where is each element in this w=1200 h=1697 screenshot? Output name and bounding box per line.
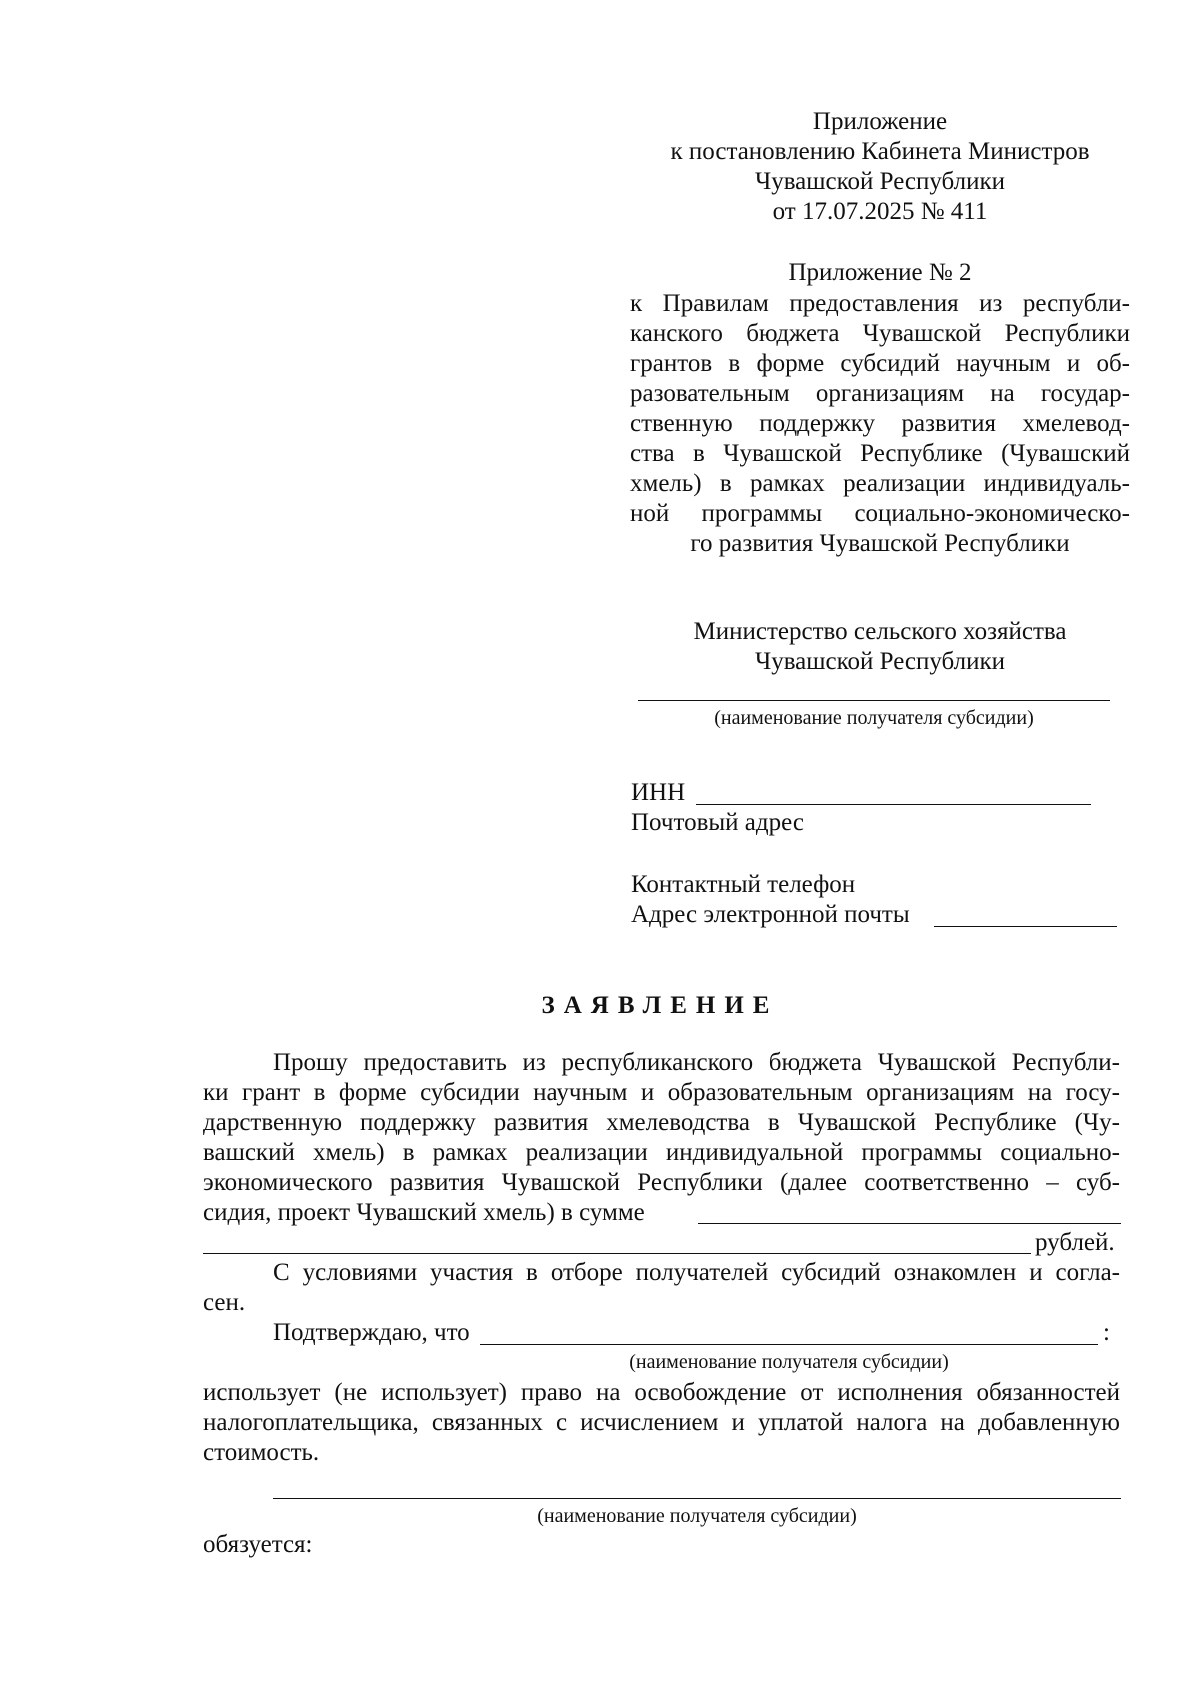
appendix-republic-line: Чувашской Республики (754, 168, 1006, 195)
statement-para1-last: сидия, проект Чувашский хмель) в сумме (203, 1199, 645, 1226)
phone-label: Контактный телефон (631, 871, 856, 898)
confirm-recipient-line (480, 1344, 1098, 1345)
appendix2-text-line: ственную поддержку развития хмелевод- (630, 410, 1130, 437)
email-label: Адрес электронной почты (631, 901, 910, 928)
appendix-label: Приложение (812, 108, 948, 135)
postal-address-label: Почтовый адрес (631, 809, 804, 836)
appendix2-text-line: канского бюджета Чувашской Республики (630, 320, 1130, 347)
statement-title: ЗАЯВЛЕНИЕ (541, 992, 779, 1019)
appendix2-text-line: к Правилам предоставления из республи- (630, 290, 1130, 317)
appendix2-text-line: хмель) в рамках реализации индивидуаль- (630, 470, 1130, 497)
rubles-label: рублей. (1035, 1229, 1115, 1256)
appendix2-text-line: разовательным организациям на государ- (630, 380, 1130, 407)
obliges-label: обязуется: (203, 1531, 313, 1558)
recipient-name-caption: (наименование получателя субсидии) (714, 707, 1034, 729)
statement-para3-last: стоимость. (203, 1439, 320, 1466)
addressee-republic: Чувашской Республики (754, 648, 1006, 675)
amount-line-continued (203, 1253, 1031, 1254)
appendix2-text-line: ной программы социально-экономическо- (630, 500, 1130, 527)
email-line (934, 926, 1117, 927)
statement-para2-line: С условиями участия в отборе получателей субсидий ознакомлен и согла- (273, 1259, 1120, 1286)
amount-line (698, 1223, 1121, 1224)
statement-para1-line: экономического развития Чувашской Республики (далее соответственно – суб- (203, 1169, 1120, 1196)
bottom-recipient-line (273, 1498, 1121, 1499)
appendix-date-number: от 17.07.2025 № 411 (772, 198, 988, 225)
statement-para1-line: ки грант в форме субсидии научным и образовательным организациям на госу- (203, 1079, 1120, 1106)
addressee-ministry: Министерство сельского хозяйства (693, 618, 1067, 645)
statement-para3-line: использует (не использует) право на освобождение от исполнения обязанностей (203, 1379, 1120, 1406)
appendix2-heading: Приложение № 2 (788, 259, 972, 286)
appendix-decree-line: к постановлению Кабинета Министров (670, 138, 1090, 165)
inn-line (696, 804, 1091, 805)
statement-para3-line: налогоплательщика, связанных с исчислением и уплатой налога на добавленную (203, 1409, 1120, 1436)
recipient-name-line (638, 700, 1110, 701)
appendix2-text-line: ства в Чувашской Республике (Чувашский (630, 440, 1130, 467)
confirm-label: Подтверждаю, что (273, 1319, 470, 1346)
appendix2-text-line: го развития Чувашской Республики (690, 530, 1070, 557)
bottom-recipient-caption: (наименование получателя субсидии) (537, 1505, 857, 1527)
confirm-recipient-caption: (наименование получателя субсидии) (629, 1351, 949, 1373)
statement-para2-end: сен. (203, 1289, 246, 1316)
statement-para1-line: вашский хмель) в рамках реализации индивидуальной программы социально- (203, 1139, 1120, 1166)
appendix2-text-line: грантов в форме субсидий научным и об- (630, 350, 1130, 377)
inn-label: ИНН (631, 779, 686, 806)
statement-para1-line: Прошу предоставить из республиканского бюджета Чувашской Республи- (273, 1049, 1120, 1076)
confirm-colon: : (1103, 1319, 1110, 1346)
statement-para1-line: дарственную поддержку развития хмелеводства в Чувашской Республике (Чу- (203, 1109, 1120, 1136)
